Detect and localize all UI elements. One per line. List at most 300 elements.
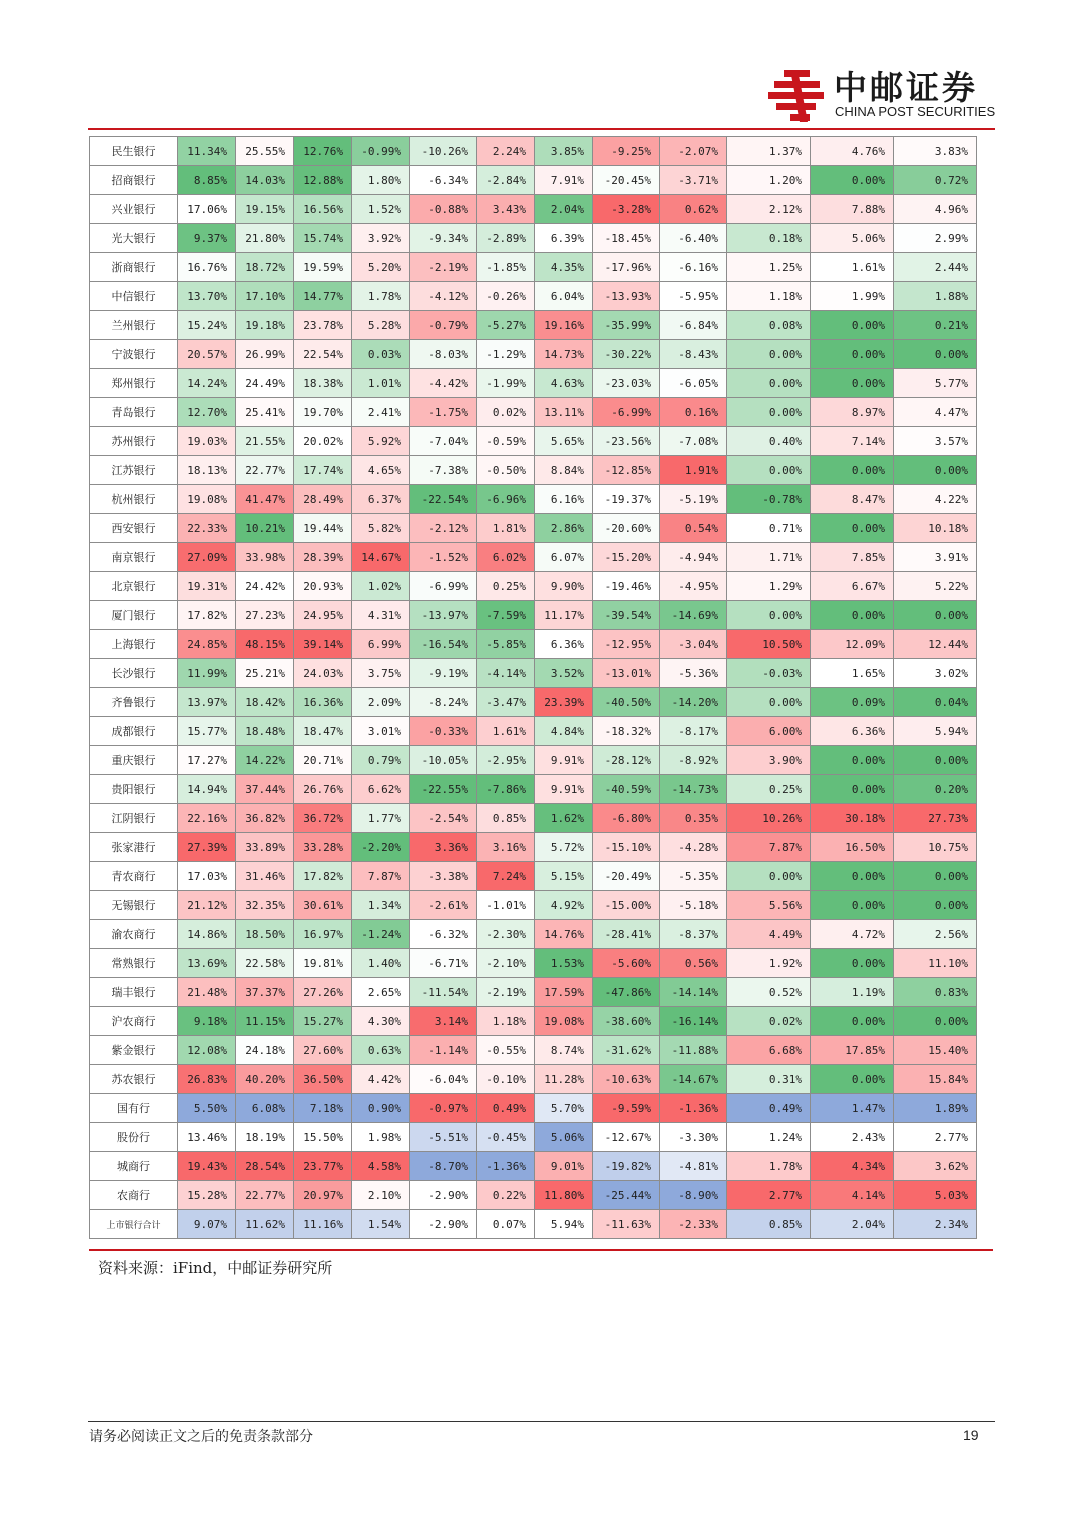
value-cell: 4.22% — [894, 485, 977, 514]
value-cell: 5.06% — [535, 1123, 593, 1152]
value-cell: 3.43% — [477, 195, 535, 224]
value-cell: 1.02% — [352, 572, 410, 601]
value-cell: 0.18% — [727, 224, 811, 253]
table-row — [90, 456, 977, 485]
value-cell: 2.09% — [352, 688, 410, 717]
value-cell: -7.86% — [477, 775, 535, 804]
value-cell: 0.00% — [811, 891, 894, 920]
value-cell: -20.60% — [593, 514, 660, 543]
value-cell: 16.36% — [294, 688, 352, 717]
value-cell: 6.39% — [535, 224, 593, 253]
value-cell: -8.70% — [410, 1152, 477, 1181]
bank-name-cell: 长沙银行 — [90, 659, 178, 688]
value-cell: -5.18% — [660, 891, 727, 920]
bank-name-cell: 浙商银行 — [90, 253, 178, 282]
value-cell: 14.76% — [535, 920, 593, 949]
value-cell: 3.16% — [477, 833, 535, 862]
value-cell: 12.76% — [294, 137, 352, 166]
value-cell: 4.84% — [535, 717, 593, 746]
value-cell: -11.54% — [410, 978, 477, 1007]
value-cell: 17.82% — [294, 862, 352, 891]
value-cell: -1.85% — [477, 253, 535, 282]
value-cell: -15.10% — [593, 833, 660, 862]
value-cell: 0.00% — [811, 456, 894, 485]
value-cell: 0.54% — [660, 514, 727, 543]
value-cell: 14.67% — [352, 543, 410, 572]
value-cell: 1.65% — [811, 659, 894, 688]
bank-name-cell: 无锡银行 — [90, 891, 178, 920]
value-cell: -5.36% — [660, 659, 727, 688]
table-row — [90, 746, 977, 775]
value-cell: 0.04% — [894, 688, 977, 717]
value-cell: 27.26% — [294, 978, 352, 1007]
value-cell: -0.26% — [477, 282, 535, 311]
value-cell: -0.03% — [727, 659, 811, 688]
value-cell: 1.18% — [477, 1007, 535, 1036]
header-divider — [88, 128, 995, 130]
value-cell: 12.88% — [294, 166, 352, 195]
value-cell: 2.34% — [894, 1210, 977, 1239]
value-cell: -14.20% — [660, 688, 727, 717]
value-cell: 2.43% — [811, 1123, 894, 1152]
value-cell: 27.60% — [294, 1036, 352, 1065]
summary-row — [90, 1123, 977, 1152]
value-cell: 0.02% — [727, 1007, 811, 1036]
value-cell: -10.63% — [593, 1065, 660, 1094]
value-cell: -9.25% — [593, 137, 660, 166]
table-row — [90, 282, 977, 311]
table-row — [90, 311, 977, 340]
value-cell: 25.55% — [236, 137, 294, 166]
value-cell: -4.95% — [660, 572, 727, 601]
value-cell: 1.01% — [352, 369, 410, 398]
bank-name-cell: 上市银行合计 — [90, 1210, 178, 1239]
value-cell: 7.85% — [811, 543, 894, 572]
value-cell: 0.72% — [894, 166, 977, 195]
bank-name-cell: 中信银行 — [90, 282, 178, 311]
value-cell: -39.54% — [593, 601, 660, 630]
value-cell: -2.19% — [477, 978, 535, 1007]
value-cell: 31.46% — [236, 862, 294, 891]
value-cell: -7.04% — [410, 427, 477, 456]
value-cell: -47.86% — [593, 978, 660, 1007]
value-cell: -1.01% — [477, 891, 535, 920]
value-cell: 5.20% — [352, 253, 410, 282]
table-row — [90, 195, 977, 224]
value-cell: -28.41% — [593, 920, 660, 949]
value-cell: 11.17% — [535, 601, 593, 630]
value-cell: 1.99% — [811, 282, 894, 311]
value-cell: 8.47% — [811, 485, 894, 514]
value-cell: -2.84% — [477, 166, 535, 195]
value-cell: 5.22% — [894, 572, 977, 601]
value-cell: 2.65% — [352, 978, 410, 1007]
value-cell: -2.90% — [410, 1181, 477, 1210]
table-row — [90, 659, 977, 688]
value-cell: -2.12% — [410, 514, 477, 543]
value-cell: 4.76% — [811, 137, 894, 166]
value-cell: 0.90% — [352, 1094, 410, 1123]
value-cell: 0.00% — [811, 369, 894, 398]
value-cell: 7.14% — [811, 427, 894, 456]
value-cell: -2.90% — [410, 1210, 477, 1239]
value-cell: -4.42% — [410, 369, 477, 398]
bank-name-cell: 齐鲁银行 — [90, 688, 178, 717]
bank-name-cell: 南京银行 — [90, 543, 178, 572]
value-cell: -8.17% — [660, 717, 727, 746]
table-row — [90, 630, 977, 659]
table-row — [90, 253, 977, 282]
value-cell: 13.70% — [178, 282, 236, 311]
value-cell: 19.70% — [294, 398, 352, 427]
summary-row — [90, 1210, 977, 1239]
value-cell: -7.59% — [477, 601, 535, 630]
logo-english-name: CHINA POST SECURITIES — [835, 104, 996, 119]
value-cell: 1.24% — [727, 1123, 811, 1152]
value-cell: 5.15% — [535, 862, 593, 891]
table-row — [90, 804, 977, 833]
value-cell: 23.78% — [294, 311, 352, 340]
value-cell: 0.00% — [894, 862, 977, 891]
value-cell: 21.55% — [236, 427, 294, 456]
value-cell: 6.07% — [535, 543, 593, 572]
value-cell: 18.48% — [236, 717, 294, 746]
bank-name-cell: 青岛银行 — [90, 398, 178, 427]
value-cell: 5.94% — [535, 1210, 593, 1239]
value-cell: -2.89% — [477, 224, 535, 253]
value-cell: 6.16% — [535, 485, 593, 514]
table-row — [90, 688, 977, 717]
value-cell: -15.20% — [593, 543, 660, 572]
value-cell: 28.39% — [294, 543, 352, 572]
value-cell: 32.35% — [236, 891, 294, 920]
value-cell: -13.01% — [593, 659, 660, 688]
value-cell: 9.90% — [535, 572, 593, 601]
value-cell: 25.21% — [236, 659, 294, 688]
value-cell: 0.52% — [727, 978, 811, 1007]
value-cell: 4.92% — [535, 891, 593, 920]
value-cell: -2.19% — [410, 253, 477, 282]
value-cell: 3.36% — [410, 833, 477, 862]
value-cell: 28.54% — [236, 1152, 294, 1181]
value-cell: -8.37% — [660, 920, 727, 949]
value-cell: 16.56% — [294, 195, 352, 224]
value-cell: -5.95% — [660, 282, 727, 311]
value-cell: 14.94% — [178, 775, 236, 804]
value-cell: 26.83% — [178, 1065, 236, 1094]
value-cell: 4.58% — [352, 1152, 410, 1181]
value-cell: 3.75% — [352, 659, 410, 688]
value-cell: 6.99% — [352, 630, 410, 659]
value-cell: 17.74% — [294, 456, 352, 485]
value-cell: 14.73% — [535, 340, 593, 369]
table-row — [90, 369, 977, 398]
value-cell: 1.81% — [477, 514, 535, 543]
bank-name-cell: 兰州银行 — [90, 311, 178, 340]
value-cell: -6.71% — [410, 949, 477, 978]
value-cell: -1.29% — [477, 340, 535, 369]
value-cell: 18.50% — [236, 920, 294, 949]
value-cell: -2.54% — [410, 804, 477, 833]
value-cell: 1.78% — [727, 1152, 811, 1181]
value-cell: 20.97% — [294, 1181, 352, 1210]
value-cell: -13.93% — [593, 282, 660, 311]
value-cell: 19.81% — [294, 949, 352, 978]
value-cell: 6.67% — [811, 572, 894, 601]
value-cell: -4.94% — [660, 543, 727, 572]
value-cell: 11.62% — [236, 1210, 294, 1239]
value-cell: 0.00% — [811, 601, 894, 630]
bank-name-cell: 招商银行 — [90, 166, 178, 195]
value-cell: -2.61% — [410, 891, 477, 920]
value-cell: 21.48% — [178, 978, 236, 1007]
value-cell: 2.56% — [894, 920, 977, 949]
value-cell: 0.00% — [811, 862, 894, 891]
value-cell: 11.80% — [535, 1181, 593, 1210]
value-cell: -12.85% — [593, 456, 660, 485]
value-cell: -6.34% — [410, 166, 477, 195]
value-cell: 1.54% — [352, 1210, 410, 1239]
value-cell: 37.37% — [236, 978, 294, 1007]
value-cell: 1.29% — [727, 572, 811, 601]
value-cell: -25.44% — [593, 1181, 660, 1210]
bank-name-cell: 国有行 — [90, 1094, 178, 1123]
value-cell: -31.62% — [593, 1036, 660, 1065]
value-cell: 6.62% — [352, 775, 410, 804]
value-cell: -3.47% — [477, 688, 535, 717]
table-row — [90, 427, 977, 456]
value-cell: 18.72% — [236, 253, 294, 282]
value-cell: 15.28% — [178, 1181, 236, 1210]
value-cell: 4.30% — [352, 1007, 410, 1036]
value-cell: 8.74% — [535, 1036, 593, 1065]
value-cell: 1.53% — [535, 949, 593, 978]
value-cell: 20.02% — [294, 427, 352, 456]
china-post-logo — [764, 68, 1000, 124]
value-cell: 0.83% — [894, 978, 977, 1007]
table-row — [90, 514, 977, 543]
value-cell: -8.24% — [410, 688, 477, 717]
bank-name-cell: 沪农商行 — [90, 1007, 178, 1036]
value-cell: 0.16% — [660, 398, 727, 427]
value-cell: 7.88% — [811, 195, 894, 224]
value-cell: 28.49% — [294, 485, 352, 514]
value-cell: -5.60% — [593, 949, 660, 978]
value-cell: 0.31% — [727, 1065, 811, 1094]
value-cell: 5.65% — [535, 427, 593, 456]
value-cell: 0.00% — [894, 456, 977, 485]
value-cell: -8.43% — [660, 340, 727, 369]
value-cell: 0.00% — [727, 601, 811, 630]
value-cell: -9.34% — [410, 224, 477, 253]
value-cell: 14.86% — [178, 920, 236, 949]
value-cell: -23.03% — [593, 369, 660, 398]
value-cell: 21.12% — [178, 891, 236, 920]
bank-name-cell: 重庆银行 — [90, 746, 178, 775]
value-cell: 16.97% — [294, 920, 352, 949]
value-cell: 5.03% — [894, 1181, 977, 1210]
value-cell: -3.71% — [660, 166, 727, 195]
value-cell: 24.18% — [236, 1036, 294, 1065]
value-cell: -22.54% — [410, 485, 477, 514]
value-cell: 18.13% — [178, 456, 236, 485]
value-cell: 19.18% — [236, 311, 294, 340]
bank-name-cell: 贵阳银行 — [90, 775, 178, 804]
value-cell: 0.00% — [727, 862, 811, 891]
value-cell: 6.00% — [727, 717, 811, 746]
value-cell: 0.62% — [660, 195, 727, 224]
value-cell: -19.37% — [593, 485, 660, 514]
value-cell: 0.00% — [811, 1065, 894, 1094]
value-cell: -12.67% — [593, 1123, 660, 1152]
value-cell: -8.92% — [660, 746, 727, 775]
value-cell: 0.00% — [811, 775, 894, 804]
value-cell: 4.72% — [811, 920, 894, 949]
value-cell: 3.90% — [727, 746, 811, 775]
value-cell: 4.42% — [352, 1065, 410, 1094]
value-cell: 7.24% — [477, 862, 535, 891]
value-cell: 11.15% — [236, 1007, 294, 1036]
value-cell: 17.82% — [178, 601, 236, 630]
value-cell: -40.59% — [593, 775, 660, 804]
table-row — [90, 717, 977, 746]
value-cell: 0.00% — [894, 891, 977, 920]
source-note: 资料来源：iFind，中邮证券研究所 — [98, 1259, 333, 1277]
value-cell: 13.11% — [535, 398, 593, 427]
value-cell: -5.35% — [660, 862, 727, 891]
value-cell: 0.85% — [477, 804, 535, 833]
value-cell: 22.54% — [294, 340, 352, 369]
bank-name-cell: 紫金银行 — [90, 1036, 178, 1065]
value-cell: 1.18% — [727, 282, 811, 311]
bank-name-cell: 苏州银行 — [90, 427, 178, 456]
value-cell: 5.92% — [352, 427, 410, 456]
value-cell: 7.91% — [535, 166, 593, 195]
value-cell: 11.34% — [178, 137, 236, 166]
value-cell: 10.50% — [727, 630, 811, 659]
value-cell: 20.93% — [294, 572, 352, 601]
value-cell: 19.43% — [178, 1152, 236, 1181]
value-cell: 0.00% — [811, 1007, 894, 1036]
bank-name-cell: 厦门银行 — [90, 601, 178, 630]
value-cell: 24.85% — [178, 630, 236, 659]
value-cell: -9.19% — [410, 659, 477, 688]
value-cell: 0.71% — [727, 514, 811, 543]
value-cell: 2.12% — [727, 195, 811, 224]
value-cell: 2.99% — [894, 224, 977, 253]
summary-row — [90, 1152, 977, 1181]
value-cell: 2.86% — [535, 514, 593, 543]
value-cell: -3.28% — [593, 195, 660, 224]
value-cell: -16.14% — [660, 1007, 727, 1036]
bank-name-cell: 上海银行 — [90, 630, 178, 659]
value-cell: 3.52% — [535, 659, 593, 688]
value-cell: -0.10% — [477, 1065, 535, 1094]
value-cell: -5.19% — [660, 485, 727, 514]
value-cell: 5.06% — [811, 224, 894, 253]
value-cell: 19.15% — [236, 195, 294, 224]
value-cell: 13.46% — [178, 1123, 236, 1152]
value-cell: 0.25% — [727, 775, 811, 804]
value-cell: 22.16% — [178, 804, 236, 833]
bank-name-cell: 北京银行 — [90, 572, 178, 601]
value-cell: 7.18% — [294, 1094, 352, 1123]
value-cell: -9.59% — [593, 1094, 660, 1123]
value-cell: 0.00% — [811, 166, 894, 195]
value-cell: 36.50% — [294, 1065, 352, 1094]
value-cell: 2.04% — [811, 1210, 894, 1239]
value-cell: 17.06% — [178, 195, 236, 224]
disclaimer-text: 请务必阅读正文之后的免责条款部分 — [89, 1429, 313, 1445]
value-cell: 15.77% — [178, 717, 236, 746]
value-cell: 0.00% — [894, 340, 977, 369]
table-bottom-border — [89, 1249, 993, 1251]
value-cell: 9.91% — [535, 775, 593, 804]
bank-name-cell: 城商行 — [90, 1152, 178, 1181]
value-cell: 6.36% — [811, 717, 894, 746]
value-cell: 6.04% — [535, 282, 593, 311]
value-cell: -40.50% — [593, 688, 660, 717]
value-cell: -7.38% — [410, 456, 477, 485]
value-cell: -6.99% — [593, 398, 660, 427]
value-cell: 14.24% — [178, 369, 236, 398]
value-cell: 0.40% — [727, 427, 811, 456]
value-cell: -6.99% — [410, 572, 477, 601]
value-cell: 6.02% — [477, 543, 535, 572]
bank-name-cell: 西安银行 — [90, 514, 178, 543]
table-row — [90, 1036, 977, 1065]
value-cell: 0.00% — [894, 1007, 977, 1036]
bank-name-cell: 常熟银行 — [90, 949, 178, 978]
table-body — [90, 137, 977, 1239]
value-cell: 22.33% — [178, 514, 236, 543]
bank-name-cell: 民生银行 — [90, 137, 178, 166]
value-cell: 0.49% — [727, 1094, 811, 1123]
value-cell: 5.77% — [894, 369, 977, 398]
table-row — [90, 1065, 977, 1094]
value-cell: 40.20% — [236, 1065, 294, 1094]
value-cell: -1.24% — [352, 920, 410, 949]
value-cell: -19.46% — [593, 572, 660, 601]
value-cell: -6.16% — [660, 253, 727, 282]
value-cell: -3.38% — [410, 862, 477, 891]
value-cell: 1.89% — [894, 1094, 977, 1123]
table-row — [90, 137, 977, 166]
value-cell: -7.08% — [660, 427, 727, 456]
value-cell: 4.47% — [894, 398, 977, 427]
value-cell: 1.62% — [535, 804, 593, 833]
value-cell: 1.78% — [352, 282, 410, 311]
value-cell: 3.14% — [410, 1007, 477, 1036]
value-cell: -5.51% — [410, 1123, 477, 1152]
value-cell: -1.75% — [410, 398, 477, 427]
table-row — [90, 949, 977, 978]
value-cell: 4.31% — [352, 601, 410, 630]
value-cell: 10.21% — [236, 514, 294, 543]
value-cell: 19.16% — [535, 311, 593, 340]
value-cell: 8.84% — [535, 456, 593, 485]
value-cell: 1.40% — [352, 949, 410, 978]
value-cell: -8.03% — [410, 340, 477, 369]
value-cell: -10.26% — [410, 137, 477, 166]
bank-name-cell: 青农商行 — [90, 862, 178, 891]
table-row — [90, 224, 977, 253]
value-cell: 5.82% — [352, 514, 410, 543]
value-cell: 23.39% — [535, 688, 593, 717]
value-cell: 22.77% — [236, 1181, 294, 1210]
value-cell: 9.91% — [535, 746, 593, 775]
value-cell: -0.55% — [477, 1036, 535, 1065]
